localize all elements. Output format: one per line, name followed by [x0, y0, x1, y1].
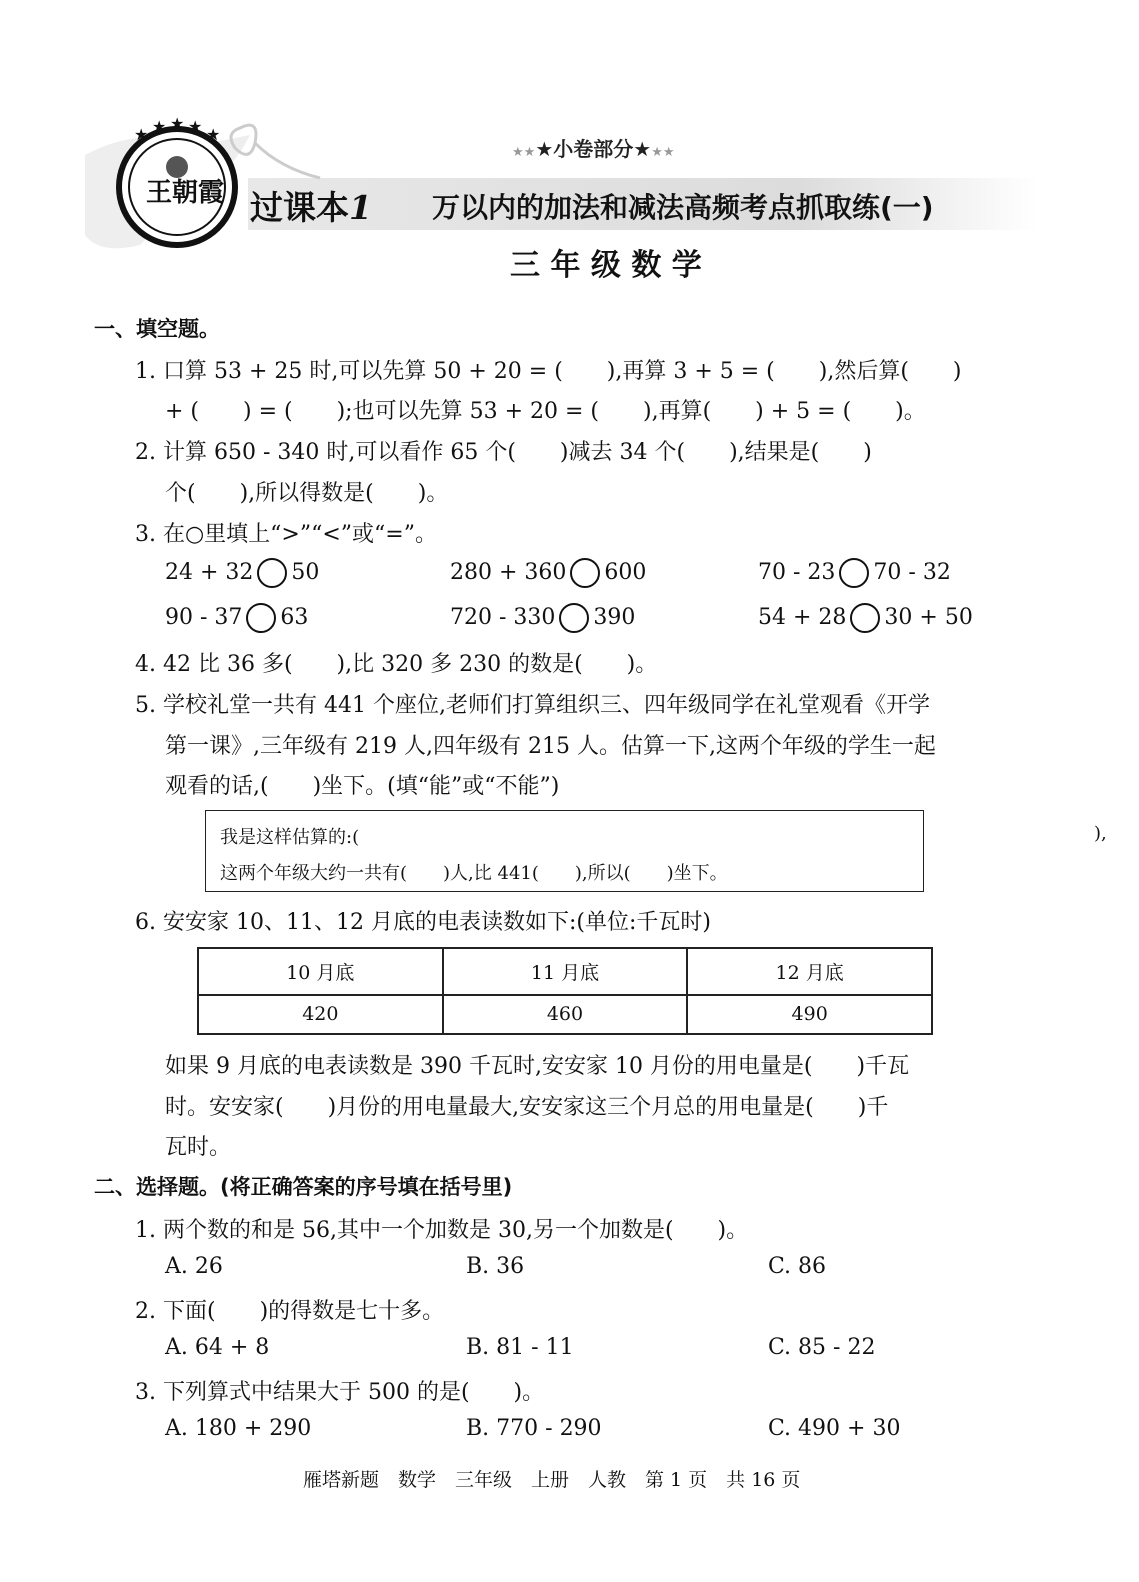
subject-title: 三 年 级 数 学 — [510, 248, 702, 283]
q6-line1: 如果 9 月底的电表读数是 390 千瓦时,安安家 10 月份的用电量是( )千瓦 — [165, 1054, 910, 1079]
q2-line1: 2. 计算 650 - 340 时,可以看作 65 个( )减去 34 个( ),结果是( ) — [135, 440, 872, 465]
option-a[interactable]: A. 26 — [165, 1254, 223, 1279]
compare-item: 24 + 32 50 — [165, 558, 319, 588]
meter-reading-table — [197, 947, 933, 1035]
q5-line3: 观看的话,( )坐下。(填“能”或“不能”) — [165, 774, 560, 799]
compare-item: 720 - 330 390 — [450, 603, 635, 633]
option-c[interactable]: C. 85 - 22 — [768, 1335, 876, 1360]
part2-heading: 二、选择题。(将正确答案的序号填在括号里) — [94, 1175, 513, 1199]
logo-text: 王朝霞 — [146, 178, 225, 208]
option-c[interactable]: C. 86 — [768, 1254, 827, 1279]
page-footer: 雁塔新题 数学 三年级 上册 人教 第 1 页 共 16 页 — [303, 1469, 801, 1491]
q6-line2: 时。安安家( )月份的用电量最大,安安家这三个月总的用电量是( )千 — [165, 1095, 889, 1120]
answer-circle[interactable] — [839, 558, 869, 588]
compare-item: 70 - 23 70 - 32 — [758, 558, 951, 588]
compare-item: 90 - 37 63 — [165, 603, 308, 633]
unit-title: 万以内的加法和减法高频考点抓取练(一) — [432, 191, 934, 224]
q6-line3: 瓦时。 — [165, 1135, 232, 1160]
q4: 4. 42 比 36 多( ),比 320 多 230 的数是( )。 — [135, 652, 658, 677]
svg-text:★: ★ — [206, 125, 221, 144]
mc-question-1: 1. 两个数的和是 56,其中一个加数是 30,另一个加数是( )。 — [135, 1218, 749, 1243]
q2-line2: 个( ),所以得数是( )。 — [165, 481, 449, 506]
table-header-cell: 11 月底 — [443, 948, 688, 995]
section-tag: ★★★小卷部分★★★ — [512, 137, 675, 161]
estimation-line1-end: ), — [1094, 823, 1107, 844]
option-b[interactable]: B. 36 — [466, 1254, 525, 1279]
option-c[interactable]: C. 490 + 30 — [768, 1416, 901, 1441]
estimation-line1: 我是这样估算的:( — [220, 827, 360, 848]
part1-heading: 一、填空题。 — [94, 317, 220, 341]
estimation-line2: 这两个年级大约一共有( )人,比 441( ),所以( )坐下。 — [220, 863, 728, 884]
table-cell: 460 — [443, 995, 688, 1034]
q1-line2: + ( ) = ( );也可以先算 53 + 20 = ( ),再算( ) + 5 = ( )。 — [165, 399, 926, 424]
answer-circle[interactable] — [246, 603, 276, 633]
table-cell: 490 — [687, 995, 932, 1034]
svg-text:★: ★ — [152, 117, 167, 136]
table-header-cell: 10 月底 — [198, 948, 443, 995]
mc-question-2: 2. 下面( )的得数是七十多。 — [135, 1299, 445, 1324]
q3-text: 3. 在○里填上“>”“<”或“=”。 — [135, 522, 437, 547]
table-cell: 420 — [198, 995, 443, 1034]
option-b[interactable]: B. 770 - 290 — [466, 1416, 602, 1441]
answer-circle[interactable] — [850, 603, 880, 633]
option-b[interactable]: B. 81 - 11 — [466, 1335, 574, 1360]
q1-line1: 1. 口算 53 + 25 时,可以先算 50 + 20 = ( ),再算 3 + 5 = ( ),然后算( ) — [135, 359, 962, 384]
mc-question-3: 3. 下列算式中结果大于 500 的是( )。 — [135, 1380, 545, 1405]
answer-circle[interactable] — [570, 558, 600, 588]
estimation-box — [205, 810, 1107, 892]
answer-circle[interactable] — [257, 558, 287, 588]
table-header-cell: 12 月底 — [687, 948, 932, 995]
q5-line1: 5. 学校礼堂一共有 441 个座位,老师们打算组织三、四年级同学在礼堂观看《开学 — [135, 693, 930, 718]
compare-item: 280 + 360 600 — [450, 558, 646, 588]
table-row — [198, 995, 932, 1034]
answer-circle[interactable] — [559, 603, 589, 633]
svg-text:★: ★ — [188, 117, 203, 136]
table-header-row — [198, 948, 932, 995]
option-a[interactable]: A. 64 + 8 — [165, 1335, 270, 1360]
q5-line2: 第一课》,三年级有 219 人,四年级有 215 人。估算一下,这两个年级的学生一起 — [165, 734, 936, 759]
svg-text:★: ★ — [170, 115, 185, 133]
svg-text:★: ★ — [134, 125, 149, 144]
q6-intro: 6. 安安家 10、11、12 月底的电表读数如下:(单位:千瓦时) — [135, 910, 711, 935]
compare-item: 54 + 28 30 + 50 — [758, 603, 973, 633]
unit-label: 过课本1 — [250, 188, 372, 227]
option-a[interactable]: A. 180 + 290 — [165, 1416, 312, 1441]
